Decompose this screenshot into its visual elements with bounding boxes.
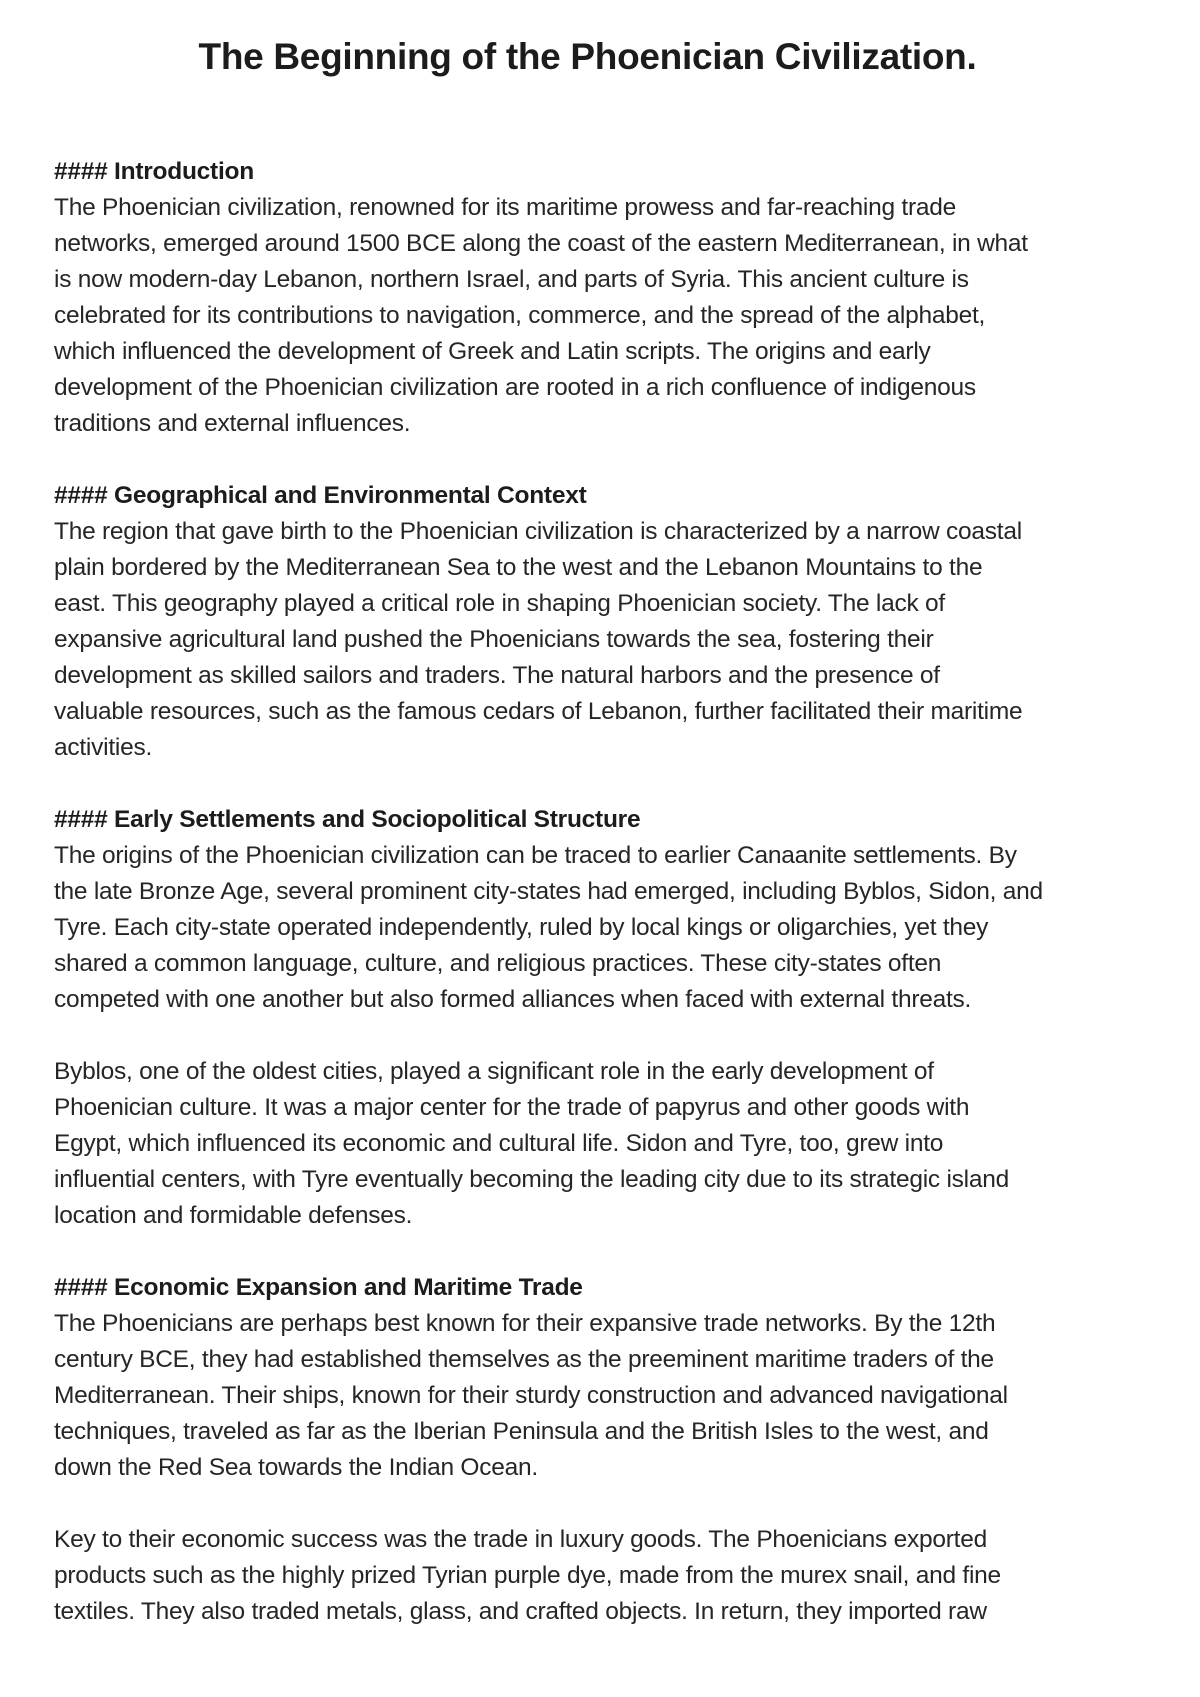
- paragraph-line: networks, emerged around 1500 BCE along the coast of the eastern Mediterranean, in what: [54, 230, 1028, 257]
- paragraph-line: products such as the highly prized Tyrian purple dye, made from the murex snail, and fine: [54, 1562, 1001, 1589]
- paragraph-luxury-goods: [54, 1522, 1154, 1630]
- paragraph-line: century BCE, they had established themselves as the preeminent maritime traders of the: [54, 1346, 994, 1373]
- page-title: The Beginning of the Phoenician Civilization.: [198, 36, 977, 77]
- paragraph-line: Byblos, one of the oldest cities, played a significant role in the early development of: [54, 1058, 934, 1085]
- document-body: [54, 154, 1154, 1666]
- section-introduction: [54, 154, 1154, 442]
- paragraph-line: The Phoenicians are perhaps best known for their expansive trade networks. By the 12th: [54, 1310, 996, 1337]
- paragraph-line: techniques, traveled as far as the Iberian Peninsula and the British Isles to the west, and: [54, 1418, 989, 1445]
- section-geography: [54, 478, 1154, 766]
- paragraph-line: The region that gave birth to the Phoenician civilization is characterized by a narrow coastal: [54, 518, 1022, 545]
- paragraph-line: Egypt, which influenced its economic and cultural life. Sidon and Tyre, too, grew into: [54, 1130, 944, 1157]
- paragraph-line: expansive agricultural land pushed the Phoenicians towards the sea, fostering their: [54, 626, 934, 653]
- paragraph-line: valuable resources, such as the famous cedars of Lebanon, further facilitated their maritime: [54, 698, 1023, 725]
- paragraph-line: which influenced the development of Greek and Latin scripts. The origins and early: [54, 338, 931, 365]
- paragraph-line: Key to their economic success was the trade in luxury goods. The Phoenicians exported: [54, 1526, 987, 1553]
- section-economic-expansion: [54, 1270, 1154, 1486]
- paragraph-line: The origins of the Phoenician civilization can be traced to earlier Canaanite settlements. By: [54, 842, 1017, 869]
- paragraph-line: development as skilled sailors and traders. The natural harbors and the presence of: [54, 662, 940, 689]
- section-heading: #### Early Settlements and Sociopolitical Structure: [54, 806, 641, 833]
- paragraph-line: Phoenician culture. It was a major center for the trade of papyrus and other goods with: [54, 1094, 970, 1121]
- paragraph-line: activities.: [54, 734, 153, 761]
- paragraph-line: competed with one another but also formed alliances when faced with external threats.: [54, 986, 972, 1013]
- paragraph-line: The Phoenician civilization, renowned for its maritime prowess and far-reaching trade: [54, 194, 957, 221]
- section-heading: #### Introduction: [54, 158, 254, 185]
- paragraph-line: textiles. They also traded metals, glass, and crafted objects. In return, they imported raw: [54, 1598, 987, 1625]
- paragraph-line: location and formidable defenses.: [54, 1202, 413, 1229]
- paragraph-line: Tyre. Each city-state operated independently, ruled by local kings or oligarchies, yet they: [54, 914, 989, 941]
- paragraph-line: Mediterranean. Their ships, known for their sturdy construction and advanced navigational: [54, 1382, 1008, 1409]
- paragraph-line: down the Red Sea towards the Indian Ocean.: [54, 1454, 538, 1481]
- paragraph-line: development of the Phoenician civilization are rooted in a rich confluence of indigenous: [54, 374, 976, 401]
- paragraph-line: traditions and external influences.: [54, 410, 411, 437]
- paragraph-byblos: [54, 1054, 1154, 1234]
- section-heading: #### Economic Expansion and Maritime Trade: [54, 1274, 583, 1301]
- paragraph-line: east. This geography played a critical role in shaping Phoenician society. The lack of: [54, 590, 945, 617]
- paragraph-line: influential centers, with Tyre eventually becoming the leading city due to its strategic island: [54, 1166, 1009, 1193]
- section-early-settlements: [54, 802, 1154, 1018]
- paragraph-line: the late Bronze Age, several prominent city-states had emerged, including Byblos, Sidon, and: [54, 878, 1043, 905]
- section-heading: #### Geographical and Environmental Context: [54, 482, 587, 509]
- paragraph-line: plain bordered by the Mediterranean Sea to the west and the Lebanon Mountains to the: [54, 554, 983, 581]
- paragraph-line: shared a common language, culture, and religious practices. These city-states often: [54, 950, 942, 977]
- paragraph-line: celebrated for its contributions to navigation, commerce, and the spread of the alphabet,: [54, 302, 986, 329]
- paragraph-line: is now modern-day Lebanon, northern Israel, and parts of Syria. This ancient culture is: [54, 266, 969, 293]
